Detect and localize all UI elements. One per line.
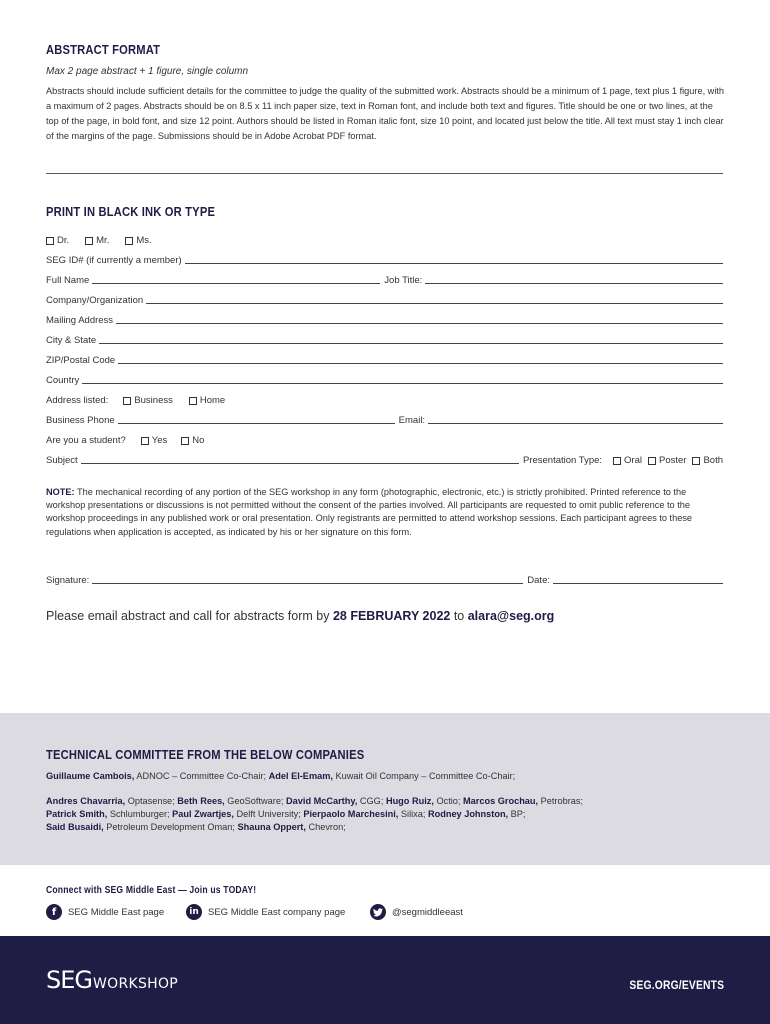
phone-email-row bbox=[46, 412, 723, 426]
committee-members-line-2: Patrick Smith, Schlumburger; Paul Zwartjes, Delft University; Pierpaolo Marchesini, Silixa; Rodney Johnston, BP; bbox=[46, 809, 526, 819]
city-state-field[interactable] bbox=[99, 343, 723, 344]
note-label: NOTE: bbox=[46, 487, 75, 497]
checkbox[interactable] bbox=[613, 457, 621, 465]
presentation-type-label: Presentation Type: bbox=[522, 455, 603, 466]
subject-field[interactable] bbox=[81, 463, 519, 464]
abstract-format-body: Abstracts should include sufficient details for the committee to judge the quality of the submitted work. Abstracts should be a minimum of 1 page, text plus 1 figure, with a maximum of 2 pages. Abstracts should be on 8.5 x 11 inch paper size, text in Roman font, and include both text and figures. Title should be one or two lines, at the top of the page, in bold font, and size 12 point. Authors should be listed in Roman italic font, size 10 point, and located just below the title. All text must stay 1 inch clear of the margins of the page. Submissions should be in Adobe Acrobat PDF format. bbox=[46, 86, 725, 141]
connect-heading: Connect with SEG Middle East — Join us TODAY! bbox=[46, 885, 257, 896]
zip-row bbox=[46, 352, 723, 366]
checkbox[interactable] bbox=[123, 397, 131, 405]
date-label: Date: bbox=[527, 575, 550, 586]
student-row bbox=[46, 432, 723, 446]
events-url-link[interactable]: SEG.ORG/EVENTS bbox=[629, 978, 724, 992]
checkbox[interactable] bbox=[181, 437, 189, 445]
business-phone-label: Business Phone bbox=[46, 415, 115, 426]
checkbox[interactable] bbox=[141, 437, 149, 445]
committee-heading: TECHNICAL COMMITTEE FROM THE BELOW COMPANIES bbox=[46, 747, 365, 762]
submission-email-link[interactable]: alara@seg.org bbox=[467, 609, 555, 623]
email-label: Email: bbox=[398, 415, 426, 426]
seg-id-label: SEG ID# (if currently a member) bbox=[46, 255, 182, 266]
job-title-label: Job Title: bbox=[384, 275, 423, 286]
student-label: Are you a student? bbox=[46, 435, 126, 446]
mailing-address-field[interactable] bbox=[116, 323, 723, 324]
email-field[interactable] bbox=[428, 423, 723, 424]
submission-instruction: Please email abstract and call for abstracts form by 28 FEBRUARY 2022 to alara@seg.org bbox=[46, 609, 555, 623]
committee-members-line-1: Andres Chavarria, Optasense; Beth Rees, GeoSoftware; David McCarthy, CGG; Hugo Ruiz, Octio; Marcos Grochau, Petrobras; bbox=[46, 796, 584, 806]
form-heading: PRINT IN BLACK INK OR TYPE bbox=[46, 204, 216, 219]
signature-field[interactable] bbox=[92, 583, 523, 584]
technical-committee-section bbox=[0, 713, 770, 865]
zip-label: ZIP/Postal Code bbox=[46, 355, 116, 366]
subject-row bbox=[46, 452, 723, 466]
mailing-row bbox=[46, 312, 723, 326]
linkedin-icon: in bbox=[186, 904, 202, 920]
company-field[interactable] bbox=[146, 303, 723, 304]
subject-label: Subject bbox=[46, 455, 78, 466]
business-phone-field[interactable] bbox=[118, 423, 395, 424]
country-row bbox=[46, 372, 723, 386]
address-home-option[interactable]: Home bbox=[189, 395, 225, 406]
facebook-icon: f bbox=[46, 904, 62, 920]
address-listed-row bbox=[46, 392, 723, 406]
checkbox[interactable] bbox=[125, 237, 133, 245]
student-yes-option[interactable]: Yes bbox=[141, 435, 168, 446]
abstract-format-heading: ABSTRACT FORMAT bbox=[46, 42, 161, 57]
twitter-link[interactable]: @segmiddleeast bbox=[370, 904, 463, 920]
salutation-mr-option[interactable]: Mr. bbox=[85, 235, 109, 246]
signature-label: Signature: bbox=[46, 575, 90, 586]
seg-id-row bbox=[46, 252, 723, 266]
city-row bbox=[46, 332, 723, 346]
checkbox[interactable] bbox=[46, 237, 54, 245]
full-name-field[interactable] bbox=[92, 283, 380, 284]
country-label: Country bbox=[46, 375, 80, 386]
facebook-link[interactable]: f SEG Middle East page bbox=[46, 904, 164, 920]
city-state-label: City & State bbox=[46, 335, 97, 346]
note-text: The mechanical recording of any portion of the SEG workshop in any form (photographic, electronic, etc.) is strictly prohibited. Printed reference to the workshop presentations or discussions is not permitted without the consent of the parties involved. All participants are requested to omit public reference to the workshop proceedings in any published work or oral presentation. Only registrants are permitted to attend workshop sessions. Each participant agrees to these regulations when application is accepted, as indicated by his or her signature on this form. bbox=[46, 487, 693, 537]
company-label: Company/Organization bbox=[46, 295, 144, 306]
checkbox[interactable] bbox=[189, 397, 197, 405]
signature-row bbox=[46, 572, 723, 586]
address-business-option[interactable]: Business bbox=[123, 395, 173, 406]
seg-id-field[interactable] bbox=[185, 263, 723, 264]
checkbox[interactable] bbox=[85, 237, 93, 245]
date-field[interactable] bbox=[553, 583, 723, 584]
address-listed-label: Address listed: bbox=[46, 395, 109, 406]
full-name-label: Full Name bbox=[46, 275, 90, 286]
committee-cochairs: Guillaume Cambois, ADNOC – Committee Co-Chair; Adel El-Emam, Kuwait Oil Company – Committee Co-Chair; bbox=[46, 771, 516, 781]
mailing-address-label: Mailing Address bbox=[46, 315, 114, 326]
linkedin-link[interactable]: in SEG Middle East company page bbox=[186, 904, 345, 920]
salutation-dr-option[interactable]: Dr. bbox=[46, 235, 69, 246]
presentation-oral-option[interactable]: Oral bbox=[613, 455, 642, 466]
job-title-field[interactable] bbox=[425, 283, 723, 284]
salutation-ms-option[interactable]: Ms. bbox=[125, 235, 151, 246]
zip-field[interactable] bbox=[118, 363, 723, 364]
submission-deadline: 28 FEBRUARY 2022 bbox=[332, 609, 451, 623]
student-no-option[interactable]: No bbox=[181, 435, 204, 446]
seg-workshop-logo: SEG WORKSHOP bbox=[46, 966, 179, 994]
checkbox[interactable] bbox=[648, 457, 656, 465]
country-field[interactable] bbox=[82, 383, 723, 384]
presentation-poster-option[interactable]: Poster bbox=[648, 455, 686, 466]
section-divider bbox=[46, 173, 723, 174]
recording-note bbox=[46, 486, 726, 539]
footer-band bbox=[0, 936, 770, 1024]
presentation-both-option[interactable]: Both bbox=[692, 455, 723, 466]
checkbox[interactable] bbox=[692, 457, 700, 465]
abstract-format-subtitle: Max 2 page abstract + 1 figure, single column bbox=[46, 66, 249, 77]
company-row bbox=[46, 292, 723, 306]
committee-members-line-3: Said Busaidi, Petroleum Development Oman; Shauna Oppert, Chevron; bbox=[46, 822, 346, 832]
twitter-icon bbox=[370, 904, 386, 920]
salutation-row bbox=[46, 232, 723, 246]
name-row bbox=[46, 272, 723, 286]
